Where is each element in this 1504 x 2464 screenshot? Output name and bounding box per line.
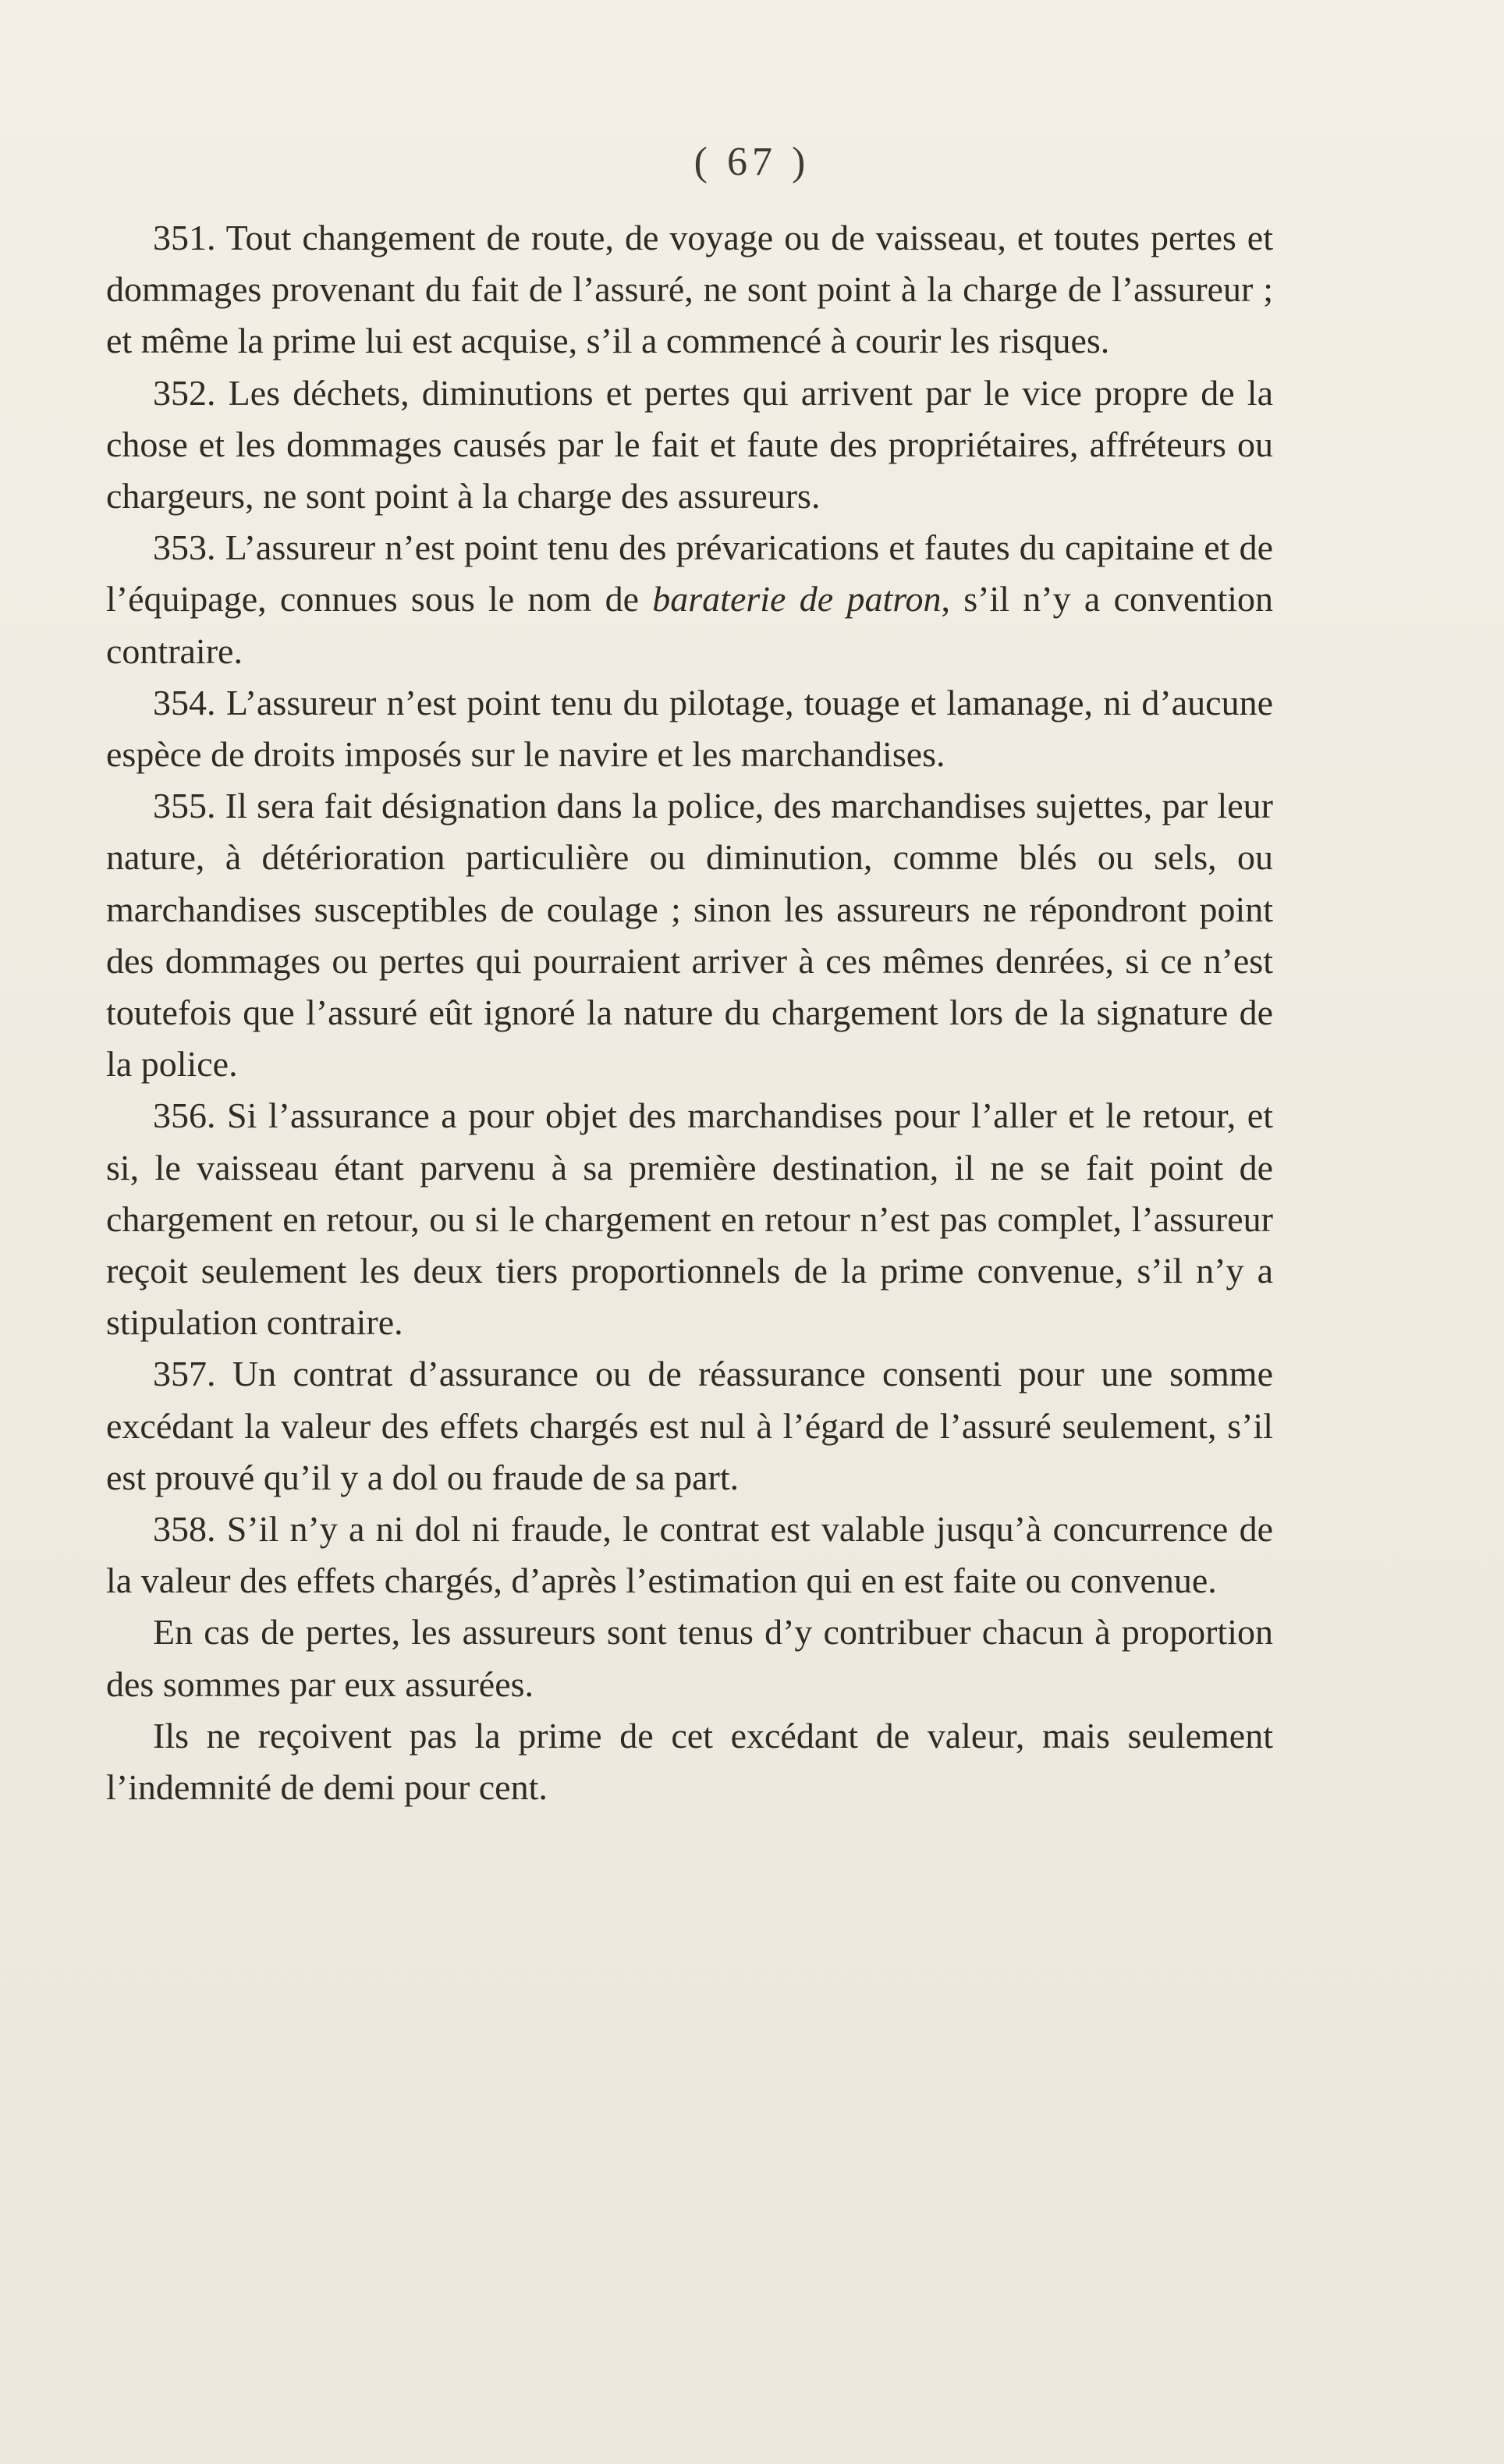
article-355 xyxy=(106,780,1273,1090)
article-text: Un contrat d’assurance ou de réassurance consenti pour une somme excédant la valeur des effets chargés est nul à l’égard de l’assuré seulement, s’il est prouvé qu’il y a dol ou fraude de sa part. xyxy=(106,1354,1273,1497)
article-text: S’il n’y a ni dol ni fraude, le contrat est valable jusqu’à concurrence de la valeur des effets chargés, d’après l’estimation qui en est faite ou convenue. xyxy=(106,1509,1274,1601)
continuation-paragraph: En cas de pertes, les assureurs sont tenus d’y contribuer chacun à proportion des sommes par eux assurées. xyxy=(106,1612,1273,1704)
article-number: 356. xyxy=(153,1095,216,1136)
article-358 xyxy=(106,1504,1273,1607)
article-356 xyxy=(106,1090,1273,1348)
article-text: Tout changement de route, de voyage ou de vaisseau, et toutes pertes et dommages provenant du fait de l’assuré, ne sont point à la charge de l’assureur ; et même la prime lui est acquise, s’il a commencé à courir les risques. xyxy=(106,218,1274,361)
article-number: 358. xyxy=(153,1509,216,1550)
article-text: Si l’assurance a pour objet des marchandises pour l’aller et le retour, et si, le vaisseau étant parvenu à sa première destination, il ne se fait point de chargement en retour, ou si le chargement en retour n’est pas complet, l’assureur reçoit seulement les deux tiers proportionnels de la prime convenue, s’il n’y a stipulation contraire. xyxy=(106,1095,1273,1343)
article-352 xyxy=(106,367,1273,523)
article-text: Il sera fait désignation dans la police, des marchandises sujettes, par leur nature, à détérioration particulière ou diminution, comme blés ou sels, ou marchandises susceptibles de coulage ; sinon les assureurs ne répondront point des dommages ou pertes qui pourraient arriver à ces mêmes denrées, si ce n’est toutefois que l’assuré eût ignoré la nature du chargement lors de la signature de la police. xyxy=(106,786,1273,1085)
article-number: 354. xyxy=(153,682,216,723)
article-text: Les déchets, diminutions et pertes qui arrivent par le vice propre de la chose et les dommages causés par le fait et faute des propriétaires, affréteurs ou chargeurs, ne sont point à la charge des assureurs. xyxy=(106,372,1273,517)
article-number: 353. xyxy=(153,527,216,568)
page-body xyxy=(106,212,1273,1813)
article-text: L’assureur n’est point tenu du pilotage, touage et lamanage, ni d’aucune espèce de droits imposés sur le navire et les marchandises. xyxy=(106,682,1274,775)
article-351 xyxy=(106,212,1273,367)
article-354 xyxy=(106,677,1273,780)
continuation-paragraph: Ils ne reçoivent pas la prime de cet excédant de valeur, mais seulement l’indemnité de demi pour cent. xyxy=(106,1715,1273,1808)
article-number: 355. xyxy=(153,786,216,826)
article-text: L’assureur n’est point tenu des prévarications et fautes du capitaine et de l’équipage, connues sous le nom de xyxy=(106,527,1273,620)
article-text-end: , s’il n’y a convention contraire. xyxy=(106,579,1274,671)
article-number: 352. xyxy=(153,372,216,413)
article-number: 357. xyxy=(153,1354,216,1394)
article-353 xyxy=(106,522,1273,677)
page-number: ( 67 ) xyxy=(693,140,811,184)
article-number: 351. xyxy=(153,218,216,257)
article-357 xyxy=(106,1348,1273,1504)
article-text-italic: baraterie de patron xyxy=(652,579,942,620)
